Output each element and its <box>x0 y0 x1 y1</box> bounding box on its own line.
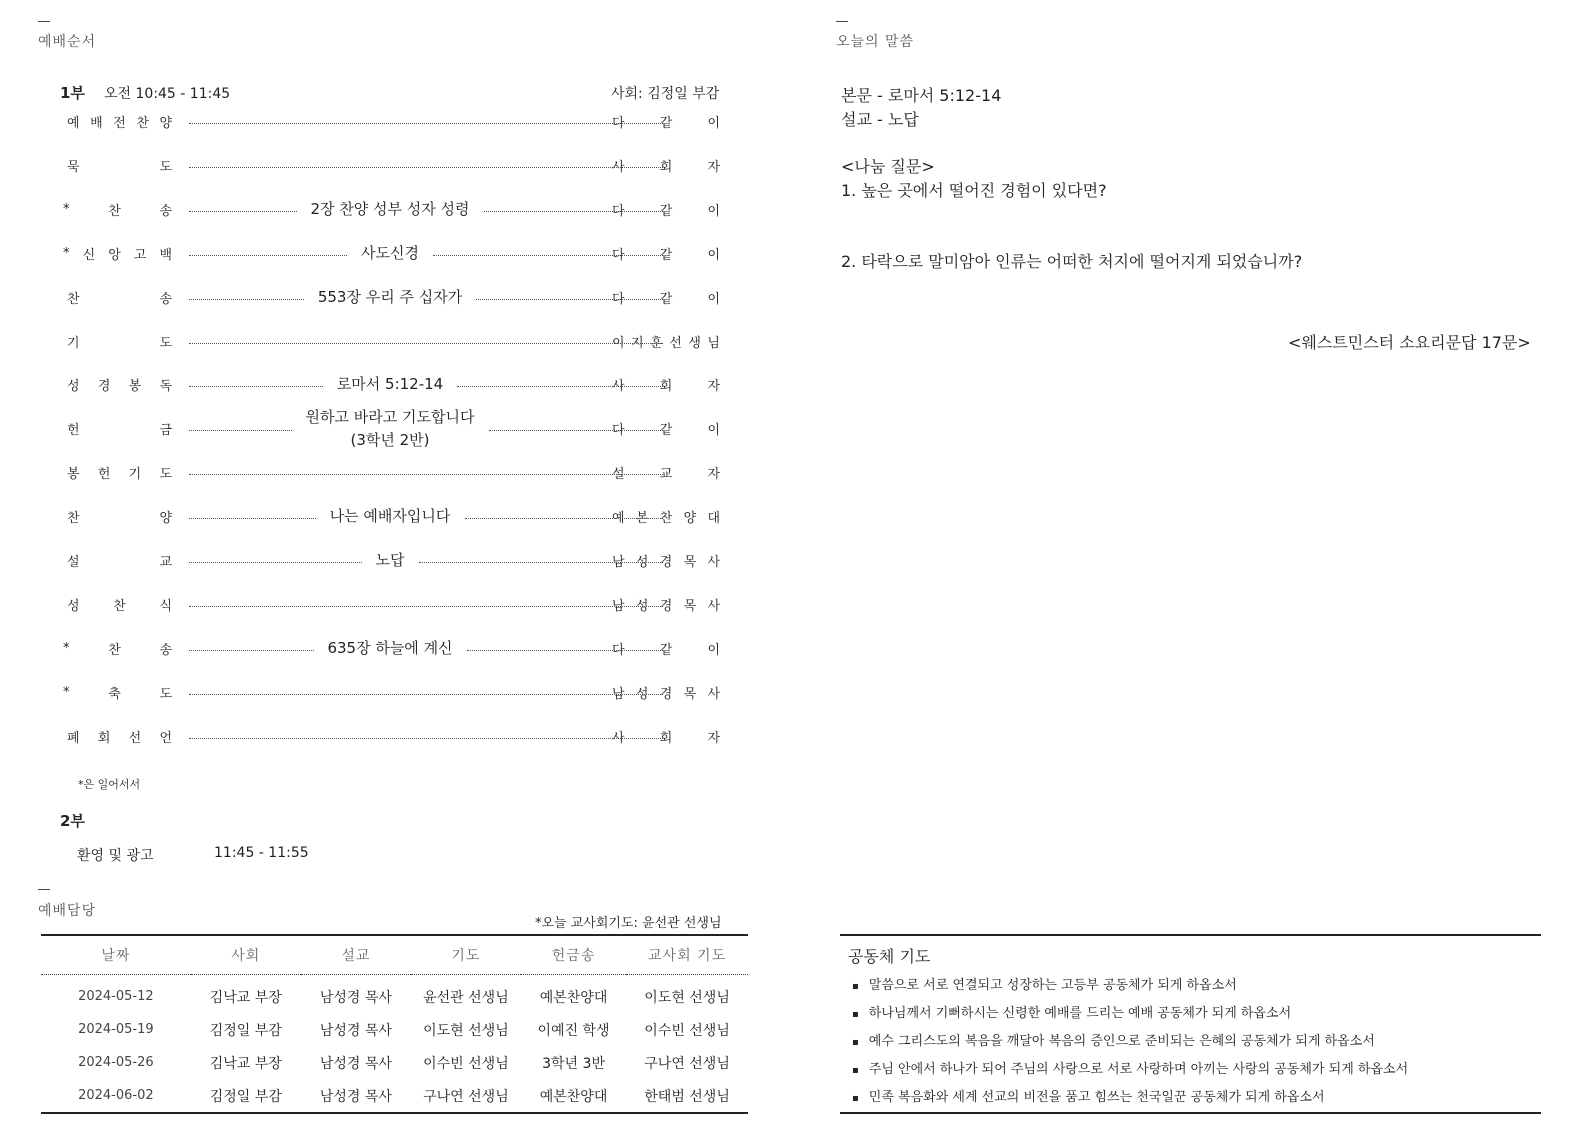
dot-leader <box>189 650 314 651</box>
table-row <box>41 1079 748 1113</box>
order-item-content: 사도신경 <box>361 244 419 262</box>
part1-time: 오전 10:45 - 11:45 <box>104 86 231 102</box>
cell-host: 김낙교 부장 <box>209 989 282 1006</box>
order-item-responsible: 다 같 이 <box>612 291 720 307</box>
word-section-title: 오늘의 말씀 <box>836 34 915 50</box>
dot-leader <box>189 518 316 519</box>
standing-note: *은 일어서서 <box>78 778 141 791</box>
order-item <box>67 549 721 571</box>
dot-leader <box>189 430 292 431</box>
header-sermon: 설교 <box>301 935 411 975</box>
sermon-title: 설교 - 노답 <box>841 110 919 129</box>
order-item <box>67 373 721 395</box>
part2-time: 11:45 - 11:55 <box>214 845 309 861</box>
order-item <box>67 725 721 747</box>
cell-offering-song: 예본찬양대 <box>539 1088 608 1105</box>
cell-teacher-prayer: 한태범 선생님 <box>644 1088 730 1105</box>
section-marker <box>38 21 50 22</box>
dot-leader <box>189 167 663 168</box>
sharing-questions-title: <나눔 질문> <box>841 157 935 176</box>
order-item-content: 2장 찬양 성부 성자 성령 <box>310 200 470 218</box>
order-item-responsible: 이 지 훈 선 생 님 <box>612 335 720 351</box>
order-item-label: * 찬 송 <box>63 640 172 658</box>
order-item-label: 성 찬 식 <box>67 598 172 614</box>
cell-host: 김정일 부감 <box>209 1022 282 1039</box>
dot-leader <box>476 299 663 300</box>
order-item-label: * 축 도 <box>63 684 172 702</box>
order-item-label: 찬 송 <box>67 291 172 307</box>
cell-offering-song: 3학년 3반 <box>542 1055 605 1072</box>
prayer-item: ▪ 하나님께서 기뻐하시는 신령한 예배를 드리는 예배 공동체가 되게 하옵소서 <box>852 1000 1408 1028</box>
cell-prayer: 이도현 선생님 <box>423 1022 509 1039</box>
dot-leader <box>189 386 323 387</box>
duty-section-title: 예배담당 <box>38 903 97 919</box>
dot-leader <box>419 562 664 563</box>
part2-label: 2부 <box>60 812 85 830</box>
part1-host: 사회: 김정일 부감 <box>611 86 720 102</box>
order-item-responsible: 예 본 찬 양 대 <box>612 510 720 526</box>
section-marker <box>38 889 50 890</box>
order-item-label: * 신 앙 고 백 <box>63 245 172 263</box>
dot-leader <box>457 386 663 387</box>
dot-leader <box>189 606 663 607</box>
order-item-responsible: 다 같 이 <box>612 115 720 131</box>
header-date: 날짜 <box>41 935 191 975</box>
order-item <box>67 505 721 527</box>
cell-prayer: 윤선관 선생님 <box>423 989 509 1006</box>
cell-sermon: 남성경 목사 <box>319 1088 392 1105</box>
order-item-label: 기 도 <box>67 335 172 351</box>
order-section-title: 예배순서 <box>38 34 97 50</box>
order-item <box>67 330 721 352</box>
scripture-reference: 본문 - 로마서 5:12-14 <box>841 86 1002 105</box>
order-item-content: 로마서 5:12-14 <box>336 375 444 393</box>
order-item-label: 폐 회 선 언 <box>67 730 172 746</box>
dot-leader <box>467 650 664 651</box>
order-item-responsible: 다 같 이 <box>612 642 720 658</box>
community-prayer-box <box>840 934 1541 1114</box>
cell-teacher-prayer: 구나연 선생님 <box>644 1055 730 1072</box>
question-2: 2. 타락으로 말미암아 인류는 어떠한 처지에 떨어지게 되었습니까? <box>841 252 1303 271</box>
order-item-responsible: 설 교 자 <box>612 466 720 482</box>
dot-leader <box>465 518 664 519</box>
table-row <box>41 1013 748 1046</box>
order-item <box>67 408 721 449</box>
order-item-responsible: 남 성 경 목 사 <box>612 598 720 614</box>
header-offering-song: 헌금송 <box>521 935 626 975</box>
order-item <box>67 110 721 132</box>
order-item <box>63 637 721 659</box>
cell-sermon: 남성경 목사 <box>319 1055 392 1072</box>
order-item <box>63 198 721 220</box>
dot-leader <box>489 430 664 431</box>
dot-leader <box>189 738 663 739</box>
table-header-row <box>41 935 748 975</box>
order-item-responsible: 다 같 이 <box>612 422 720 438</box>
order-item <box>67 461 721 483</box>
order-item-label: 성 경 봉 독 <box>67 378 172 394</box>
cell-date: 2024-06-02 <box>78 1088 154 1103</box>
cell-sermon: 남성경 목사 <box>319 989 392 1006</box>
dot-leader <box>189 123 663 124</box>
order-item-responsible: 사 회 자 <box>612 378 720 394</box>
order-item-label: 헌 금 <box>67 422 172 438</box>
order-item-content: 나는 예배자입니다 <box>329 507 451 525</box>
catechism-reference: <웨스트민스터 소요리문답 17문> <box>1288 333 1531 352</box>
order-item-responsible: 다 같 이 <box>612 203 720 219</box>
order-item-content: 노답 <box>375 551 405 569</box>
order-item-label: 예 배 전 찬 양 <box>67 115 172 131</box>
duty-table <box>41 934 748 1114</box>
dot-leader <box>189 562 362 563</box>
prayer-item: ▪ 말씀으로 서로 연결되고 성장하는 고등부 공동체가 되게 하옵소서 <box>852 972 1408 1000</box>
order-item-content: 553장 우리 주 십자가 <box>317 288 463 306</box>
table-row <box>41 975 748 1014</box>
dot-leader <box>189 211 297 212</box>
prayer-item: ▪ 민족 복음화와 세계 선교의 비전을 품고 힘쓰는 천국일꾼 공동체가 되게 하옵소서 <box>852 1084 1408 1112</box>
community-prayer-title: 공동체 기도 <box>848 947 931 966</box>
table-row <box>41 1046 748 1079</box>
cell-host: 김낙교 부장 <box>209 1055 282 1072</box>
order-item-content: 635장 하늘에 계신 <box>327 639 453 657</box>
teacher-prayer-note: *오늘 교사회기도: 윤선관 선생님 <box>535 916 722 931</box>
order-item-responsible: 사 회 자 <box>612 730 720 746</box>
cell-prayer: 이수빈 선생님 <box>423 1055 509 1072</box>
order-item-responsible: 다 같 이 <box>612 247 720 263</box>
cell-prayer: 구나연 선생님 <box>423 1088 509 1105</box>
header-prayer: 기도 <box>411 935 521 975</box>
header-host: 사회 <box>191 935 301 975</box>
dot-leader <box>189 474 663 475</box>
prayer-list <box>852 972 1408 1112</box>
question-1: 1. 높은 곳에서 떨어진 경험이 있다면? <box>841 181 1107 200</box>
order-item-label: 설 교 <box>67 554 172 570</box>
cell-date: 2024-05-26 <box>78 1055 154 1070</box>
cell-teacher-prayer: 이수빈 선생님 <box>644 1022 730 1039</box>
order-item <box>63 681 721 703</box>
part1-label: 1부 <box>60 84 85 102</box>
cell-offering-song: 이예진 학생 <box>537 1022 610 1039</box>
cell-offering-song: 예본찬양대 <box>539 989 608 1006</box>
order-item <box>67 593 721 615</box>
cell-date: 2024-05-19 <box>78 1022 154 1037</box>
order-item <box>67 286 721 308</box>
dot-leader <box>433 255 663 256</box>
cell-date: 2024-05-12 <box>78 989 154 1004</box>
part2-item: 환영 및 광고 <box>77 848 154 864</box>
order-item <box>63 242 721 264</box>
prayer-item: ▪ 예수 그리스도의 복음을 깨달아 복음의 증인으로 준비되는 은혜의 공동체가 되게 하옵소서 <box>852 1028 1408 1056</box>
dot-leader <box>484 211 664 212</box>
dot-leader <box>189 255 347 256</box>
dot-leader <box>189 694 663 695</box>
cell-sermon: 남성경 목사 <box>319 1022 392 1039</box>
header-teacher-prayer: 교사회 기도 <box>626 935 748 975</box>
order-item-label: * 찬 송 <box>63 201 172 219</box>
order-item-responsible: 남 성 경 목 사 <box>612 554 720 570</box>
cell-teacher-prayer: 이도현 선생님 <box>644 989 730 1006</box>
dot-leader <box>189 343 663 344</box>
prayer-item: ▪ 주님 안에서 하나가 되어 주님의 사랑으로 서로 사랑하며 아끼는 사랑의 공동체가 되게 하옵소서 <box>852 1056 1408 1084</box>
cell-host: 김정일 부감 <box>209 1088 282 1105</box>
order-item-responsible: 사 회 자 <box>612 159 720 175</box>
order-item-label: 찬 양 <box>67 510 172 526</box>
dot-leader <box>189 299 304 300</box>
order-item-responsible: 남 성 경 목 사 <box>612 686 720 702</box>
order-item <box>67 154 721 176</box>
order-item-label: 묵 도 <box>67 159 172 175</box>
section-marker <box>836 21 848 22</box>
order-item-content: 원하고 바라고 기도합니다 (3학년 2반) <box>305 408 475 449</box>
order-item-label: 봉 헌 기 도 <box>67 466 172 482</box>
